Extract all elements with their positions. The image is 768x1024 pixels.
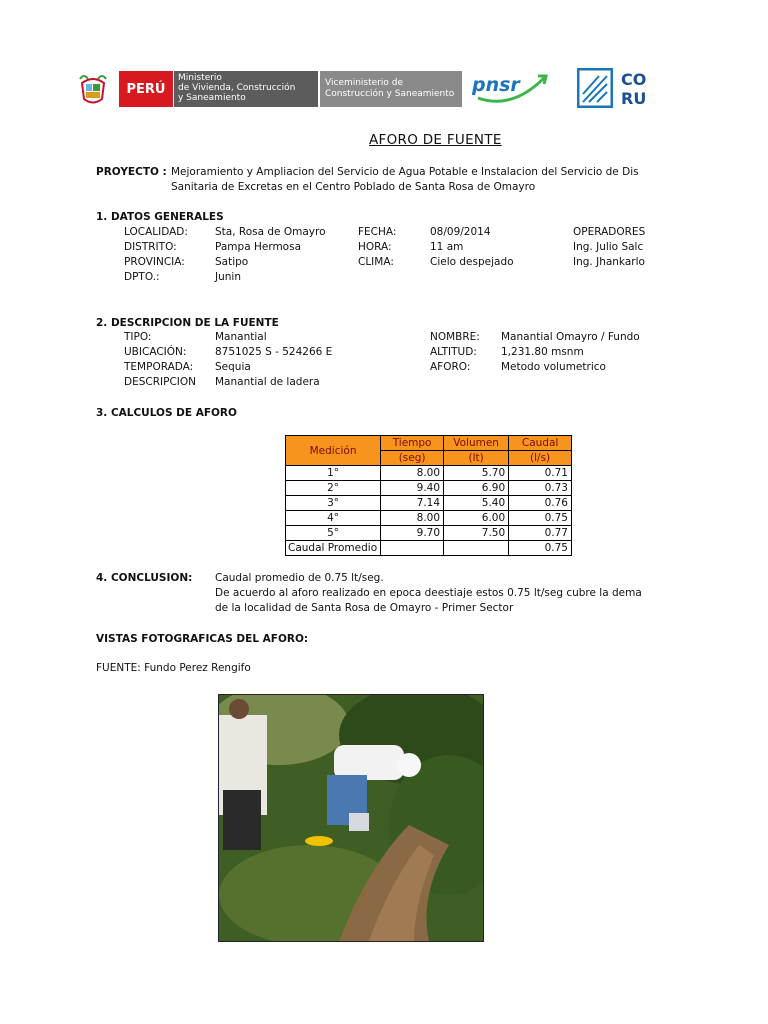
descripcion-label: DESCRIPCION xyxy=(124,376,196,388)
descripcion-fuente-heading: 2. DESCRIPCION DE LA FUENTE xyxy=(96,317,279,329)
promedio-value: 0.75 xyxy=(509,541,572,556)
header-caudal: Caudal xyxy=(509,436,572,451)
ministerio-line-3: y Saneamiento xyxy=(178,93,246,103)
fecha-label: FECHA: xyxy=(358,226,397,238)
ministerio-logo xyxy=(174,71,318,107)
operador-2: Ing. Jhankarlo xyxy=(573,256,645,268)
header-medicion: Medición xyxy=(286,436,381,466)
conclusion-line-2: De acuerdo al aforo realizado en epoca deestiaje estos 0.75 lt/seg cubre la dema xyxy=(215,587,642,599)
caudal-cell: 0.73 xyxy=(509,481,572,496)
volumen-cell: 6.00 xyxy=(444,511,509,526)
header-tiempo: Tiempo xyxy=(381,436,444,451)
caudal-cell: 0.75 xyxy=(509,511,572,526)
page-title: AFORO DE FUENTE xyxy=(369,132,502,148)
proyecto-line-1: Mejoramiento y Ampliacion del Servicio de Agua Potable e Instalacion del Servicio de Dis xyxy=(171,166,639,178)
localidad-value: Sta, Rosa de Omayro xyxy=(215,226,326,238)
tiempo-cell: 9.40 xyxy=(381,481,444,496)
operadores-label: OPERADORES xyxy=(573,226,646,238)
cor-line-2: RU xyxy=(621,89,647,108)
pnsr-logo xyxy=(472,70,550,106)
localidad-label: LOCALIDAD: xyxy=(124,226,188,238)
proyecto-line-2: Sanitaria de Excretas en el Centro Poblado de Santa Rosa de Omayro xyxy=(171,181,536,193)
dpto-label: DPTO.: xyxy=(124,271,160,283)
volumen-cell: 6.90 xyxy=(444,481,509,496)
hora-label: HORA: xyxy=(358,241,392,253)
clima-value: Cielo despejado xyxy=(430,256,514,268)
pnsr-label: pnsr xyxy=(472,74,520,96)
temporada-value: Sequia xyxy=(215,361,251,373)
cor-logo-text xyxy=(621,70,646,108)
temporada-label: TEMPORADA: xyxy=(124,361,194,373)
volumen-cell: 5.70 xyxy=(444,466,509,481)
caudal-cell: 0.77 xyxy=(509,526,572,541)
peru-coat-of-arms-icon xyxy=(78,73,108,106)
hora-value: 11 am xyxy=(430,241,464,253)
header-volumen: Volumen xyxy=(444,436,509,451)
table-row-promedio xyxy=(286,541,572,556)
operador-1: Ing. Julio Salc xyxy=(573,241,644,253)
volumen-cell: 5.40 xyxy=(444,496,509,511)
table-row xyxy=(286,481,572,496)
cor-logo-icon xyxy=(577,68,613,108)
medicion-cell: 3° xyxy=(286,496,381,511)
peru-logo xyxy=(119,71,173,107)
provincia-label: PROVINCIA: xyxy=(124,256,185,268)
fuente-caption: FUENTE: Fundo Perez Rengifo xyxy=(96,662,251,674)
header-volumen-unit: (lt) xyxy=(444,451,509,466)
empty-cell xyxy=(444,541,509,556)
distrito-label: DISTRITO: xyxy=(124,241,177,253)
tipo-value: Manantial xyxy=(215,331,267,343)
datos-generales-heading: 1. DATOS GENERALES xyxy=(96,211,224,223)
nombre-value: Manantial Omayro / Fundo xyxy=(501,331,640,343)
table-row xyxy=(286,511,572,526)
medicion-cell: 4° xyxy=(286,511,381,526)
medicion-cell: 1° xyxy=(286,466,381,481)
caudal-cell: 0.71 xyxy=(509,466,572,481)
medicion-cell: 5° xyxy=(286,526,381,541)
aforo-photo xyxy=(218,694,484,942)
viceministerio-line-1: Viceministerio de xyxy=(325,78,403,88)
conclusion-line-3: de la localidad de Santa Rosa de Omayro - Primer Sector xyxy=(215,602,514,614)
altitud-label: ALTITUD: xyxy=(430,346,477,358)
tiempo-cell: 8.00 xyxy=(381,466,444,481)
tiempo-cell: 7.14 xyxy=(381,496,444,511)
descripcion-value: Manantial de ladera xyxy=(215,376,320,388)
vistas-heading: VISTAS FOTOGRAFICAS DEL AFORO: xyxy=(96,633,309,645)
aforo-label: AFORO: xyxy=(430,361,471,373)
tiempo-cell: 9.70 xyxy=(381,526,444,541)
distrito-value: Pampa Hermosa xyxy=(215,241,302,253)
aforo-value: Metodo volumetrico xyxy=(501,361,606,373)
header-tiempo-unit: (seg) xyxy=(381,451,444,466)
fecha-value: 08/09/2014 xyxy=(430,226,491,238)
volumen-cell: 7.50 xyxy=(444,526,509,541)
tipo-label: TIPO: xyxy=(124,331,152,343)
caudal-cell: 0.76 xyxy=(509,496,572,511)
clima-label: CLIMA: xyxy=(358,256,394,268)
table-row xyxy=(286,496,572,511)
ministerio-line-1: Ministerio xyxy=(178,73,222,83)
proyecto-label: PROYECTO : xyxy=(96,166,167,178)
conclusion-heading: 4. CONCLUSION: xyxy=(96,572,193,584)
peru-label: PERÚ xyxy=(126,81,166,97)
nombre-label: NOMBRE: xyxy=(430,331,480,343)
table-row xyxy=(286,526,572,541)
conclusion-line-1: Caudal promedio de 0.75 lt/seg. xyxy=(215,572,384,584)
promedio-label: Caudal Promedio xyxy=(286,541,381,556)
ubicacion-value: 8751025 S - 524266 E xyxy=(215,346,333,358)
header-caudal-unit: (l/s) xyxy=(509,451,572,466)
ubicacion-label: UBICACIÓN: xyxy=(124,346,187,358)
aforo-table xyxy=(285,435,572,556)
altitud-value: 1,231.80 msnm xyxy=(501,346,584,358)
cor-line-1: CO xyxy=(621,70,647,89)
ministerio-line-2: de Vivienda, Construcción xyxy=(178,83,296,93)
empty-cell xyxy=(381,541,444,556)
viceministerio-logo xyxy=(320,71,462,107)
viceministerio-line-2: Construcción y Saneamiento xyxy=(325,89,455,99)
table-row xyxy=(286,466,572,481)
calculos-heading: 3. CALCULOS DE AFORO xyxy=(96,407,237,419)
dpto-value: Junin xyxy=(215,271,241,283)
table-header-row xyxy=(286,436,572,451)
medicion-cell: 2° xyxy=(286,481,381,496)
provincia-value: Satipo xyxy=(215,256,249,268)
tiempo-cell: 8.00 xyxy=(381,511,444,526)
